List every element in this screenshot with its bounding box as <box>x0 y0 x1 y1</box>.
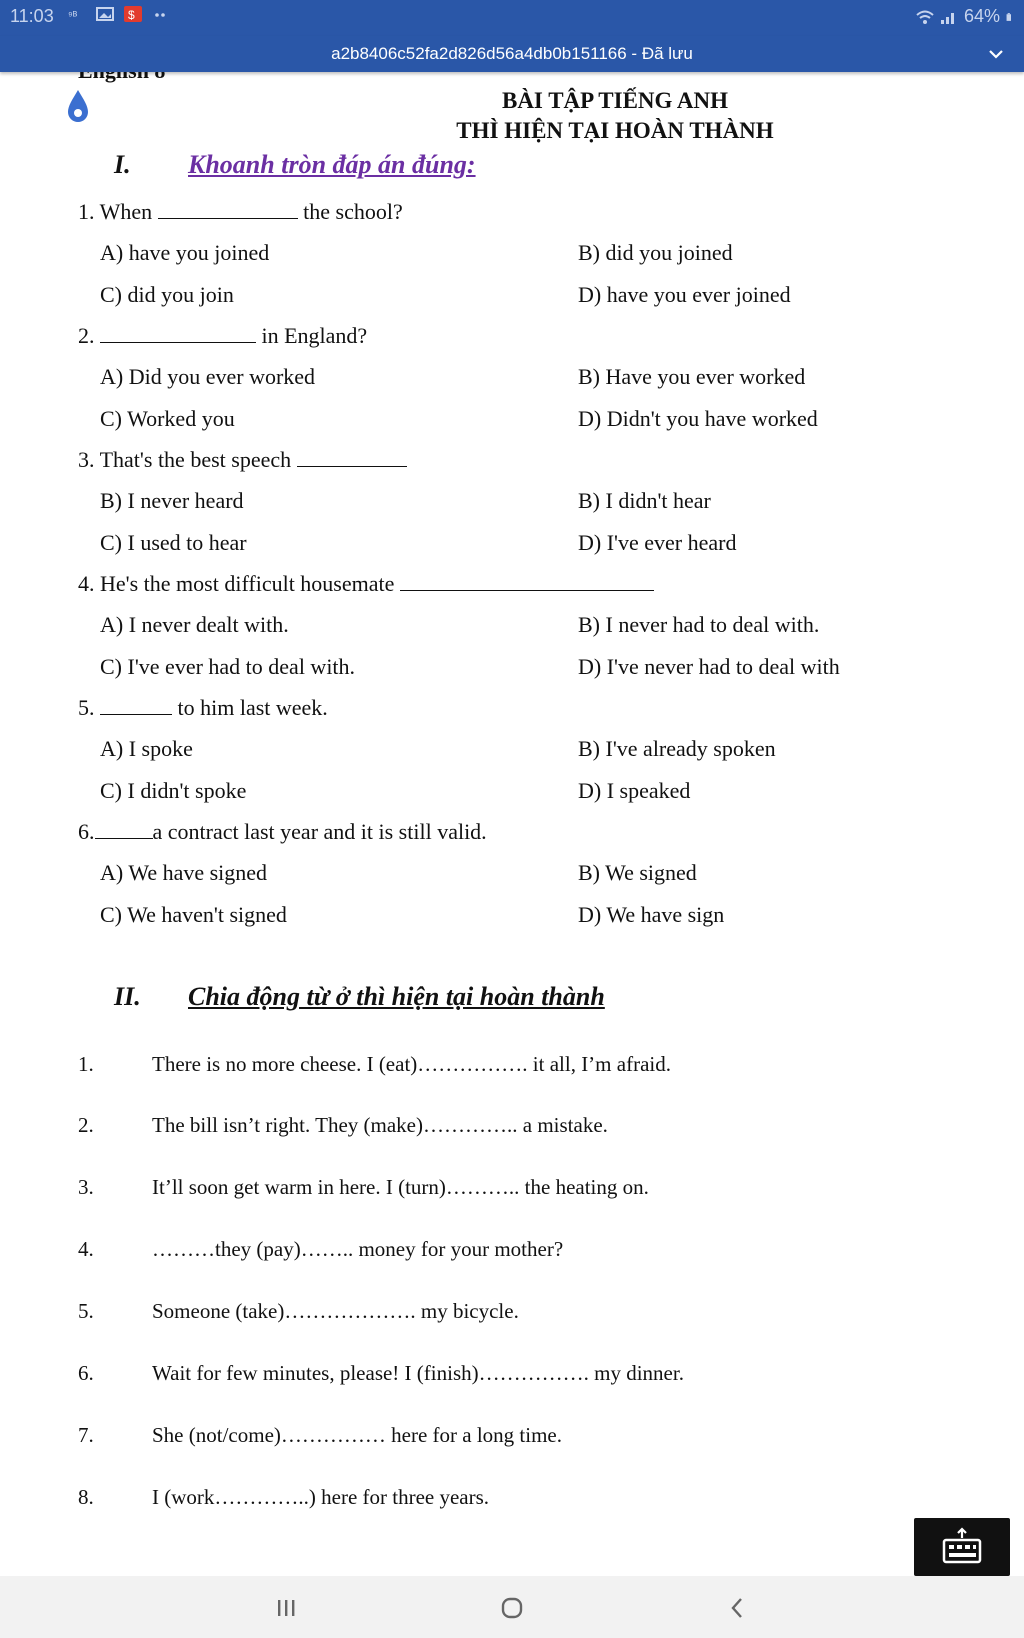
question-5 <box>78 694 328 721</box>
app-notification-icon <box>124 6 142 22</box>
battery-icon <box>1006 9 1016 25</box>
question-prefix: 1. When <box>78 199 153 224</box>
document-page[interactable] <box>0 72 1024 1576</box>
battery-percent: 64% <box>963 6 1000 26</box>
signal-icon <box>940 9 958 25</box>
status-bar <box>0 0 1024 36</box>
exercise-text: It’ll soon get warm in here. I (turn)……….. the heating on. <box>152 1175 649 1199</box>
option-d: D) I speaked <box>578 778 691 803</box>
option-d: D) I've ever heard <box>578 530 737 555</box>
section-1-title: Khoanh tròn đáp án đúng: <box>188 150 476 179</box>
more-dots-icon <box>152 6 170 22</box>
keyboard-icon <box>914 1518 1010 1576</box>
option-a: A) We have signed <box>100 860 268 885</box>
exercise-number: 4. <box>78 1237 94 1261</box>
question-prefix: 6. <box>78 819 95 844</box>
option-d: D) have you ever joined <box>578 282 791 307</box>
exercise-text: I (work…………..) here for three years. <box>152 1485 490 1509</box>
question-suffix: to him last week. <box>177 695 328 720</box>
wifi-icon <box>916 9 934 25</box>
system-navigation-bar <box>0 1576 1024 1638</box>
keyboard-toggle-button[interactable] <box>914 1518 1010 1576</box>
question-suffix: in England? <box>261 323 368 348</box>
option-c: C) We haven't signed <box>100 902 287 927</box>
option-b: B) did you joined <box>578 240 733 265</box>
answer-blank <box>158 198 298 219</box>
option-d: D) Didn't you have worked <box>578 406 818 431</box>
home-icon[interactable] <box>498 1594 526 1622</box>
option-c: C) did you join <box>100 282 234 307</box>
section-2-number: II. <box>114 982 141 1011</box>
page-title-line2: THÌ HIỆN TẠI HOÀN THÀNH <box>456 118 774 143</box>
answer-blank <box>95 818 153 839</box>
option-a: A) I spoke <box>100 736 193 761</box>
exercise-text: There is no more cheese. I (eat)……………. it all, I’m afraid. <box>152 1052 671 1076</box>
exercise-text: Someone (take)………………. my bicycle. <box>152 1299 519 1323</box>
option-b: B) I didn't hear <box>578 488 711 513</box>
exercise-number: 8. <box>78 1485 94 1509</box>
exercise-number: 5. <box>78 1299 94 1323</box>
option-d: D) I've never had to deal with <box>578 654 840 679</box>
question-prefix: 2. <box>78 323 95 348</box>
option-a: A) Did you ever worked <box>100 364 316 389</box>
water-drop-icon[interactable] <box>66 88 90 124</box>
question-prefix: 4. He's the most difficult housemate <box>78 571 395 596</box>
option-a: A) I never dealt with. <box>100 612 289 637</box>
option-b: B) I never had to deal with. <box>578 612 820 637</box>
option-c: C) I used to hear <box>100 530 247 555</box>
data-icon <box>68 6 86 22</box>
exercise-number: 2. <box>78 1113 94 1137</box>
svg-text:$: $ <box>128 8 135 22</box>
question-prefix: 3. That's the best speech <box>78 447 292 472</box>
back-icon[interactable] <box>724 1594 752 1622</box>
option-c: C) I've ever had to deal with. <box>100 654 356 679</box>
exercise-text: Wait for few minutes, please! I (finish)……………. my dinner. <box>152 1361 684 1385</box>
option-a: A) have you joined <box>100 240 270 265</box>
question-4 <box>78 570 654 597</box>
option-c: C) I didn't spoke <box>100 778 247 803</box>
option-b: B) Have you ever worked <box>578 364 806 389</box>
image-icon <box>96 6 114 22</box>
question-suffix: a contract last year and it is still valid. <box>152 819 487 844</box>
svg-text:⁹ᴮ: ⁹ᴮ <box>68 10 78 22</box>
status-right-icons <box>916 6 1016 27</box>
exercise-number: 1. <box>78 1052 94 1076</box>
question-prefix: 5. <box>78 695 95 720</box>
document-title: a2b8406c52fa2d826d56a4db0b151166 - Đã lưu <box>331 44 693 63</box>
answer-blank <box>400 570 654 591</box>
document-title-bar[interactable] <box>0 36 1024 72</box>
exercise-number: 3. <box>78 1175 94 1199</box>
question-1 <box>78 198 403 225</box>
chevron-down-icon[interactable] <box>986 44 1006 64</box>
option-c: C) Worked you <box>100 406 235 431</box>
page-title-line1: BÀI TẬP TIẾNG ANH <box>501 88 729 113</box>
option-d: D) We have sign <box>578 902 725 927</box>
option-b: B) I've already spoken <box>578 736 776 761</box>
section-2-heading <box>114 982 605 1012</box>
question-6 <box>78 818 487 845</box>
status-left-icons <box>68 6 170 22</box>
question-3 <box>78 446 407 473</box>
question-suffix: the school? <box>303 199 403 224</box>
exercise-number: 6. <box>78 1361 94 1385</box>
section-2-title: Chia động từ ở thì hiện tại hoàn thành <box>188 982 605 1011</box>
exercise-text: ………they (pay)…….. money for your mother? <box>152 1237 564 1261</box>
answer-blank <box>100 694 172 715</box>
section-1-heading <box>114 150 476 180</box>
exercise-text: The bill isn’t right. They (make)………….. a mistake. <box>152 1113 608 1137</box>
exercise-number: 7. <box>78 1423 94 1447</box>
answer-blank <box>100 322 256 343</box>
status-time: 11:03 <box>10 6 54 26</box>
exercise-text: She (not/come)…………… here for a long time. <box>152 1423 562 1447</box>
option-b: B) We signed <box>578 860 697 885</box>
section-1-number: I. <box>114 150 131 179</box>
option-a: B) I never heard <box>100 488 244 513</box>
question-2 <box>78 322 367 349</box>
answer-blank <box>297 446 407 467</box>
recent-apps-icon[interactable] <box>272 1594 300 1622</box>
